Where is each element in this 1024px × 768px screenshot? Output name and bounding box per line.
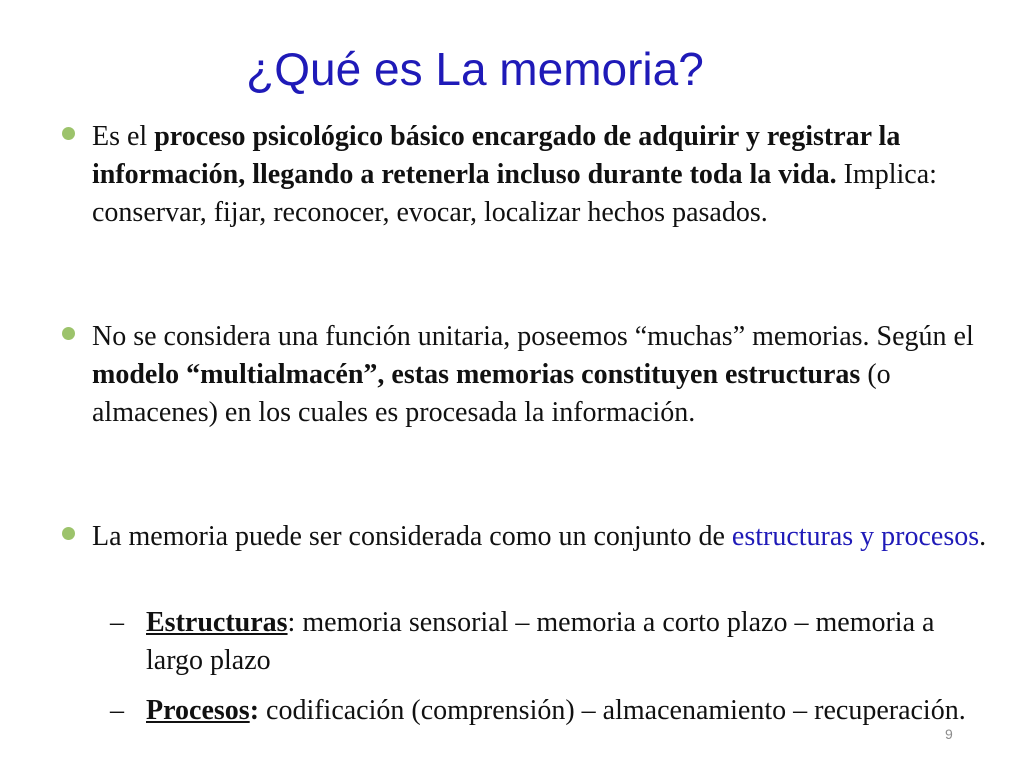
subitem-term: Procesos xyxy=(146,695,250,726)
bullet-text-highlight: estructuras y procesos xyxy=(731,521,980,552)
bullet-text-bold: modelo “multialmacén”, estas memorias constituyen estructuras xyxy=(92,359,861,390)
bullet-text-plain: Es el xyxy=(92,121,155,152)
page-number: 9 xyxy=(945,726,953,742)
subitem-description: codificación (comprensión) – almacenamiento – recuperación. xyxy=(259,695,966,726)
slide-title: ¿Qué es La memoria? xyxy=(246,43,704,95)
bullet-text-plain: Implica: conservar, fijar, reconocer, evocar, localizar hechos pasados. xyxy=(92,159,937,228)
subitem-text xyxy=(146,604,966,680)
bullet-text-plain: No se considera una función unitaria, poseemos “muchas” memorias. Según el xyxy=(92,321,974,352)
bullet-dot-icon xyxy=(62,127,75,140)
bullet-text-plain: . xyxy=(979,521,987,552)
subitem-colon: : xyxy=(249,695,260,726)
dash-icon: – xyxy=(110,695,124,726)
bullet-text xyxy=(92,318,992,432)
bullet-text xyxy=(92,518,992,556)
dash-icon: – xyxy=(110,607,124,638)
subitem-term: Estructuras xyxy=(146,607,288,638)
subitem-text xyxy=(146,692,966,730)
subitem-colon: : xyxy=(287,607,296,638)
bullet-text-plain: (o almacenes) en los cuales es procesada la información. xyxy=(92,359,891,428)
bullet-text-bold: proceso psicológico básico encargado de adquirir y registrar la información, llegando a retenerla incluso durante toda la vida. xyxy=(92,121,901,190)
bullet-dot-icon xyxy=(62,527,75,540)
bullet-text xyxy=(92,118,992,232)
subitem-description: memoria sensorial – memoria a corto plazo – memoria a largo plazo xyxy=(146,607,935,676)
bullet-text-plain: La memoria puede ser considerada como un conjunto de xyxy=(92,521,732,552)
bullet-dot-icon xyxy=(62,327,75,340)
